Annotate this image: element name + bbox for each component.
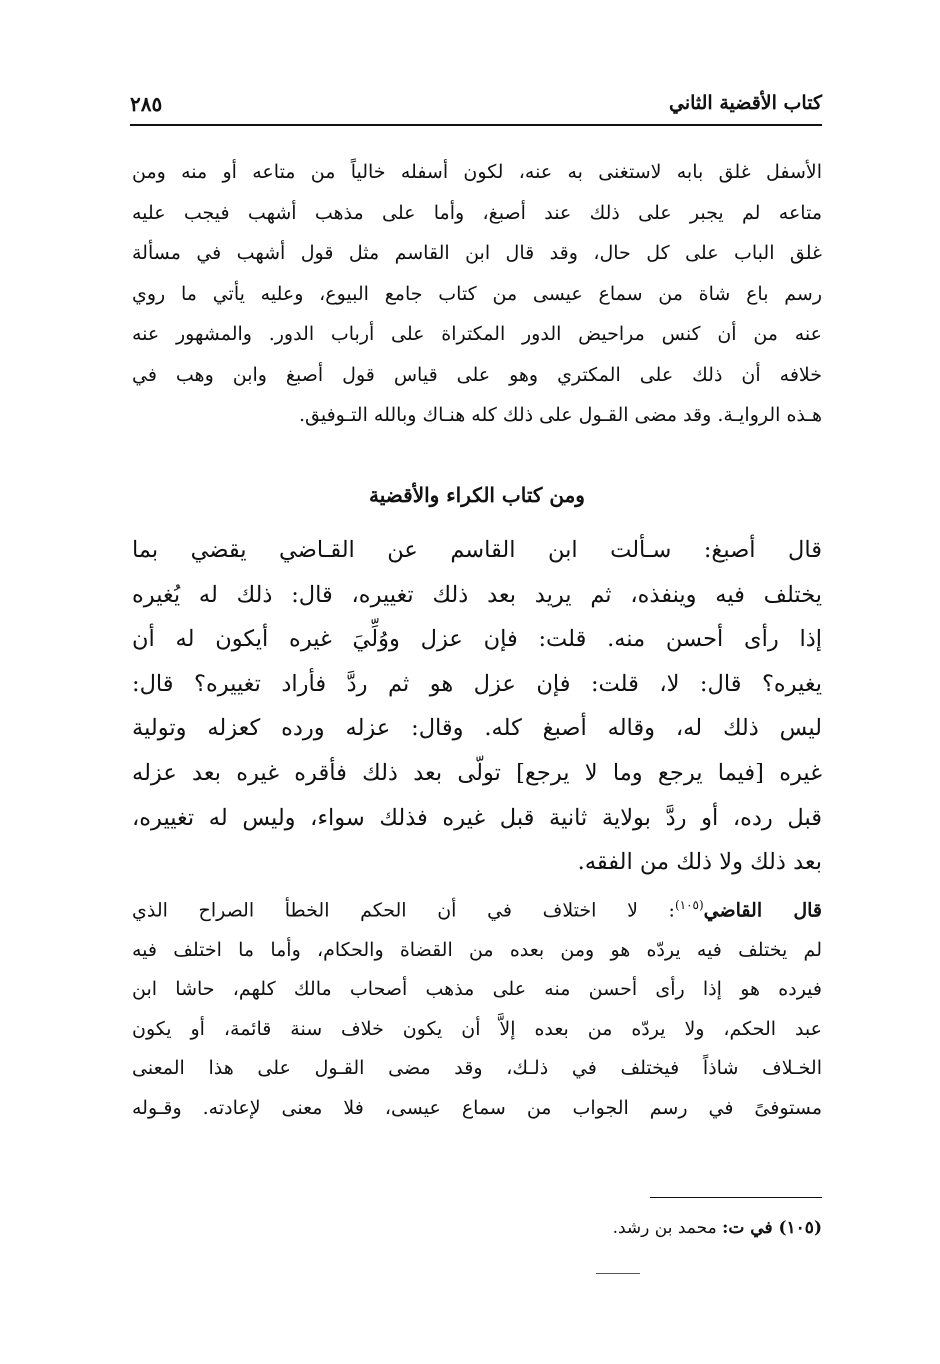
paragraph-continued xyxy=(132,152,822,436)
page-number: ٢٨٥ xyxy=(130,92,163,116)
footer-dash xyxy=(596,1273,640,1274)
main-text-passage xyxy=(132,528,822,885)
text-line: فيرده هو إذا رأى أحسن منه على مذهب أصحاب مالك كلهم، حاشا ابن xyxy=(132,978,822,1001)
footnote-text: محمد بن رشد. xyxy=(612,1218,723,1238)
text-line: يغيره؟ قال: لا، قلت: فإن عزل هو ثم ردَّ فأراد تغييره؟ قال: xyxy=(132,670,822,697)
footnote-reference: (١٠٥) xyxy=(674,898,704,912)
text-line: عبد الحكم، ولا يردّه من بعده إلاَّ أن يكون خلاف سنة قائمة، أو يكون xyxy=(132,1017,822,1040)
commentary-lead: قال القاضي xyxy=(703,899,822,922)
text-line: ليس ذلك له، وقاله أصبغ كله. وقال: عزله ورده كعزله وتولية xyxy=(132,715,822,742)
text-line: عنه من أن كنس مراحيض الدور المكتراة على أرباب الدور. والمشهور عنه xyxy=(132,323,822,345)
footnote-marker: (١٠٥) في ت: xyxy=(722,1218,822,1238)
page-header xyxy=(130,88,822,124)
text-line: مستوفىً في رسم الجواب من سماع عيسى، فلا معنى لإعادته. وقـوله xyxy=(132,1096,822,1119)
commentary-first-line-text: : لا اختلاف في أن الحكم الخطأ الصراح الذي xyxy=(132,899,675,922)
footnote xyxy=(520,1213,822,1243)
text-line: غلق الباب على كل حال، وقد قال ابن القاسم مثل قول أشهب في مسألة xyxy=(132,242,822,264)
text-line: الأسفل غلق بابه لاستغنى به عنه، لكون أسفله خالياً من متاعه أو منه ومن xyxy=(132,161,822,183)
text-line: الخـلاف شاذاً فيختلف في ذلـك، وقد مضى القـول على هذا المعنى xyxy=(132,1057,822,1080)
running-title: كتاب الأقضية الثاني xyxy=(669,92,822,114)
text-line: رسم باع شاة من سماع عيسى من كتاب جامع البيوع، وعليه يأتي ما روي xyxy=(132,282,822,305)
commentary-paragraph xyxy=(132,886,822,1128)
text-line: بعد ذلك ولا ذلك من الفقه. xyxy=(577,849,822,876)
text-line: يختلف فيه وينفذه، ثم يريد بعد ذلك تغييره، قال: ذلك له يُغيره xyxy=(132,581,822,608)
text-line: هـذه الروايـة. وقد مضى القـول على ذلك كله هنـاك وبالله التـوفيق. xyxy=(298,404,822,426)
section-heading: ومن كتاب الكراء والأقضية xyxy=(369,483,585,507)
text-line: إذا رأى أحسن منه. قلت: فإن عزل ووُلِّيَ غيره أيكون له أن xyxy=(132,626,822,653)
text-line: قال أصبغ: سـألت ابن القاسم عن القـاضي يقضي بما xyxy=(132,537,822,563)
text-line: غيره [فيما يرجع وما لا يرجع] تولّى بعد ذلك فأقره غيره بعد عزله xyxy=(132,759,822,786)
text-line xyxy=(132,886,822,931)
header-rule xyxy=(130,124,822,126)
text-line: لم يختلف فيه يردّه هو ومن بعده من القضاة والحكام، وأما ما اختلف فيه xyxy=(132,938,822,961)
text-line: قبل رده، أو ردَّ بولاية ثانية قبل غيره فذلك سواء، وليس له تغييره، xyxy=(132,804,822,831)
footnote-rule xyxy=(650,1197,822,1198)
text-line: متاعه لم يجبر على ذلك عند أصبغ، وأما على مذهب أشهب فيجب عليه xyxy=(132,201,822,224)
text-line: خلافه أن ذلك على المكتري وهو على قياس قول أصبغ وابن وهب في xyxy=(132,363,822,386)
